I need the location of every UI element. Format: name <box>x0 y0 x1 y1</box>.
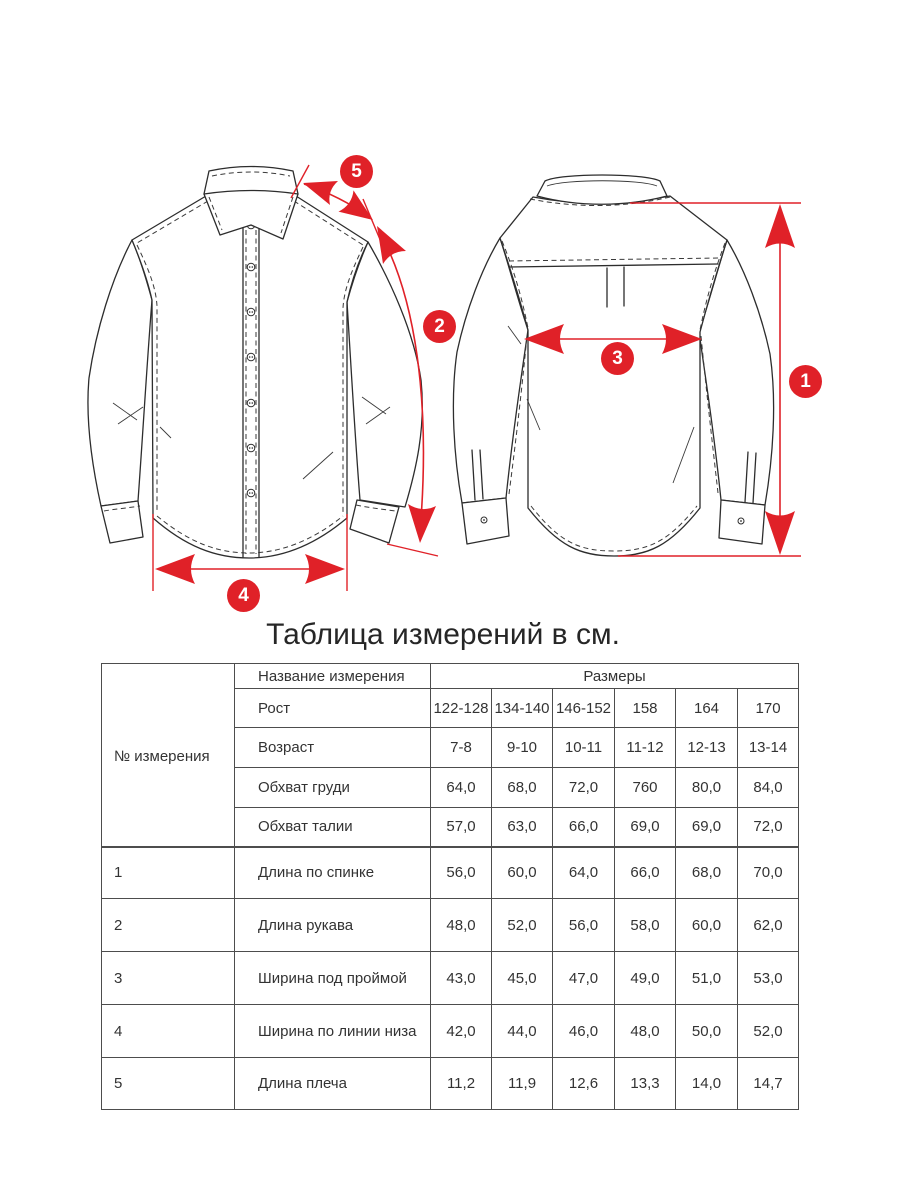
measure-badge-1 <box>789 365 822 398</box>
row-label: Длина рукава <box>235 899 431 952</box>
measure-badge-1-label: 1 <box>800 371 811 392</box>
value-cell: 57,0 <box>431 808 492 847</box>
value-cell: 122-128 <box>431 689 492 728</box>
value-cell: 69,0 <box>615 808 676 847</box>
value-cell: 11-12 <box>615 728 676 768</box>
value-cell: 760 <box>615 768 676 808</box>
value-cell: 58,0 <box>615 899 676 952</box>
value-cell: 7-8 <box>431 728 492 768</box>
value-cell: 80,0 <box>676 768 738 808</box>
measure-number: 3 <box>102 952 235 1005</box>
row-label: Длина плеча <box>235 1058 431 1110</box>
value-cell: 48,0 <box>431 899 492 952</box>
row-label: Длина по спинке <box>235 847 431 899</box>
value-cell: 43,0 <box>431 952 492 1005</box>
value-cell: 60,0 <box>676 899 738 952</box>
value-cell: 53,0 <box>738 952 799 1005</box>
value-cell: 49,0 <box>615 952 676 1005</box>
table-header-row <box>102 664 799 689</box>
value-cell: 48,0 <box>615 1005 676 1058</box>
measure-number: 2 <box>102 899 235 952</box>
value-cell: 158 <box>615 689 676 728</box>
row-label: Рост <box>235 689 431 728</box>
value-cell: 44,0 <box>492 1005 553 1058</box>
value-cell: 84,0 <box>738 768 799 808</box>
value-cell: 11,2 <box>431 1058 492 1110</box>
value-cell: 68,0 <box>492 768 553 808</box>
value-cell: 60,0 <box>492 847 553 899</box>
value-cell: 62,0 <box>738 899 799 952</box>
value-cell: 70,0 <box>738 847 799 899</box>
value-cell: 14,7 <box>738 1058 799 1110</box>
value-cell: 12,6 <box>553 1058 615 1110</box>
front-shirt-drawing <box>88 167 422 559</box>
value-cell: 64,0 <box>553 847 615 899</box>
value-cell: 14,0 <box>676 1058 738 1110</box>
value-cell: 146-152 <box>553 689 615 728</box>
measure-row-3 <box>102 952 799 1005</box>
value-cell: 63,0 <box>492 808 553 847</box>
value-cell: 12-13 <box>676 728 738 768</box>
value-cell: 42,0 <box>431 1005 492 1058</box>
row-label: Обхват талии <box>235 808 431 847</box>
value-cell: 170 <box>738 689 799 728</box>
measure-number: 5 <box>102 1058 235 1110</box>
measure-number: 1 <box>102 847 235 899</box>
value-cell: 68,0 <box>676 847 738 899</box>
row-label: Ширина по линии низа <box>235 1005 431 1058</box>
page-title: Таблица измерений в см. <box>266 618 620 651</box>
col2-header-cell: Название измерения <box>235 664 431 689</box>
measure-badge-4-label: 4 <box>238 585 249 606</box>
measure-badge-5-label: 5 <box>351 161 362 182</box>
value-cell: 11,9 <box>492 1058 553 1110</box>
measure-row-1 <box>102 847 799 899</box>
value-cell: 13,3 <box>615 1058 676 1110</box>
sizes-header-cell: Размеры <box>431 664 799 689</box>
row-label: Возраст <box>235 728 431 768</box>
value-cell: 164 <box>676 689 738 728</box>
value-cell: 66,0 <box>615 847 676 899</box>
value-cell: 72,0 <box>553 768 615 808</box>
value-cell: 47,0 <box>553 952 615 1005</box>
value-cell: 69,0 <box>676 808 738 847</box>
measure-badge-3-label: 3 <box>612 348 623 369</box>
value-cell: 52,0 <box>492 899 553 952</box>
row-label: Обхват груди <box>235 768 431 808</box>
value-cell: 45,0 <box>492 952 553 1005</box>
value-cell: 9-10 <box>492 728 553 768</box>
value-cell: 52,0 <box>738 1005 799 1058</box>
measure-number: 4 <box>102 1005 235 1058</box>
measure-badge-3 <box>601 342 634 375</box>
measure-row-2 <box>102 899 799 952</box>
measure-row-5 <box>102 1058 799 1110</box>
value-cell: 72,0 <box>738 808 799 847</box>
value-cell: 64,0 <box>431 768 492 808</box>
measure-badge-2-label: 2 <box>434 316 445 337</box>
value-cell: 10-11 <box>553 728 615 768</box>
measurement-table <box>101 663 799 1110</box>
value-cell: 134-140 <box>492 689 553 728</box>
value-cell: 56,0 <box>431 847 492 899</box>
value-cell: 56,0 <box>553 899 615 952</box>
row-label: Ширина под проймой <box>235 952 431 1005</box>
measure-row-4 <box>102 1005 799 1058</box>
value-cell: 13-14 <box>738 728 799 768</box>
measure-badge-2 <box>423 310 456 343</box>
col1-header-cell: № измерения <box>102 664 235 847</box>
value-cell: 46,0 <box>553 1005 615 1058</box>
measure-badge-4 <box>227 579 260 612</box>
value-cell: 66,0 <box>553 808 615 847</box>
value-cell: 50,0 <box>676 1005 738 1058</box>
value-cell: 51,0 <box>676 952 738 1005</box>
measure-badge-5 <box>340 155 373 188</box>
